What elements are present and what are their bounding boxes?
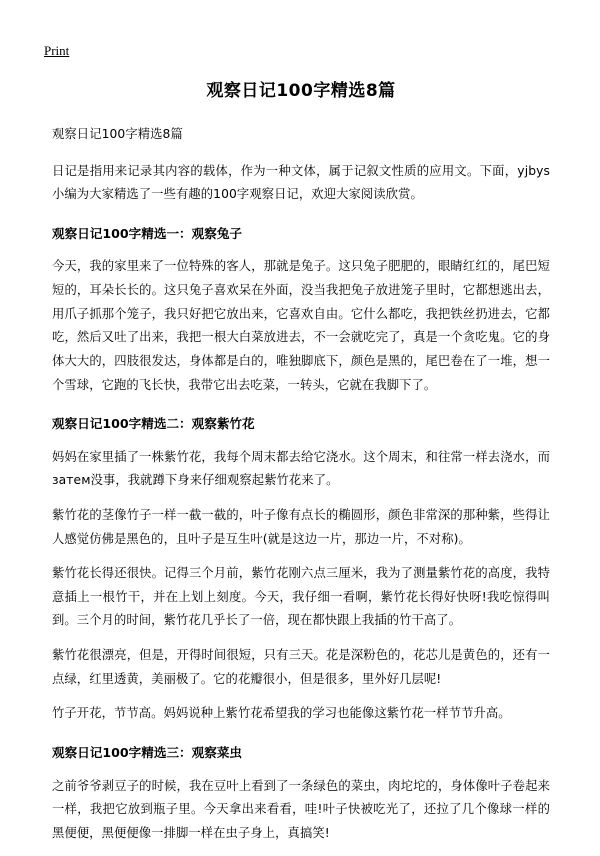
section-heading: 观察日记100字精选一：观察兔子 bbox=[52, 225, 243, 241]
paragraph: 今天，我的家里来了一位特殊的客人，那就是兔子。这只兔子肥肥的，眼睛红红的，尾巴短短的，耳朵长长的。这只兔子喜欢呆在外面，没当我把兔子放进笼子里时，它都想逃出去，用爪子抓那个笼子，我只好把它放出来，它喜欢自由。它什么都吃，我把铁丝扔进去，它都吃，然后又吐了出来，我把一根大白菜放进去，不一会就吃完了，真是一个贪吃鬼。它的身体大大的，四肢很发达，身体都是白的，唯独脚底下，颜色是黑的，尾巴卷在了一堆，想一个雪球，它跑的飞长快，我带它出去吃菜，一转头，它就在我脚下了。 bbox=[52, 259, 550, 392]
section-heading: 观察日记100字精选二：观察紫竹花 bbox=[52, 416, 255, 432]
paragraph: 之前爷爷剥豆子的时候，我在豆叶上看到了一条绿色的菜虫，肉坨坨的，身体像叶子卷起来一样，我把它放到瓶子里。今天拿出来看看，哇!叶子快被吃光了，还拉了几个像球一样的黑便便，黑便便像一排脚一样在虫子身上，真搞笑! bbox=[52, 778, 550, 840]
section-heading: 观察日记100字精选三：观察菜虫 bbox=[52, 744, 243, 760]
paragraph: 紫竹花长得还很快。记得三个月前，紫竹花刚六点三厘米，我为了测量紫竹花的高度，我特意插上一根竹干，并在上划上刻度。今天，我仔细一看啊，紫竹花长得好快呀!我吃惊得叫到。三个月的时间，紫竹花几乎长了一倍，现在都快跟上我插的竹干高了。 bbox=[52, 566, 550, 628]
paragraph: 紫竹花很漂亮，但是，开得时间很短，只有三天。花是深粉色的，花芯儿是黄色的，还有一点绿，红里透黄，美丽极了。它的花瓣很小，但是很多，里外好几层呢! bbox=[52, 648, 550, 686]
paragraph: 观察日记100字精选8篇 bbox=[52, 127, 183, 141]
paragraph: 日记是指用来记录其内容的载体，作为一种文体，属于记叙文性质的应用文。下面，yjbys小编为大家精选了一些有趣的100字观察日记，欢迎大家阅读欣赏。 bbox=[52, 163, 550, 202]
print-link[interactable]: Print bbox=[44, 43, 70, 58]
paragraph: 妈妈在家里插了一株紫竹花，我每个周末都去给它浇水。这个周末，和往常一样去浇水，而затем没事，我就蹲下身来仔细观察起紫竹花来了。 bbox=[52, 449, 550, 488]
document-content bbox=[52, 76, 550, 856]
paragraph: 竹子开花，节节高。妈妈说种上紫竹花希望我的学习也能像这紫竹花一样节节升高。 bbox=[52, 706, 511, 721]
paragraph: 紫竹花的茎像竹子一样一截一截的，叶子像有点长的椭圆形，颜色非常深的那种紫，些得让人感觉仿佛是黑色的，且叶子是互生叶(就是这边一片，那边一片，不对称)。 bbox=[52, 508, 550, 546]
page-title: 观察日记100字精选8篇 bbox=[206, 81, 396, 101]
